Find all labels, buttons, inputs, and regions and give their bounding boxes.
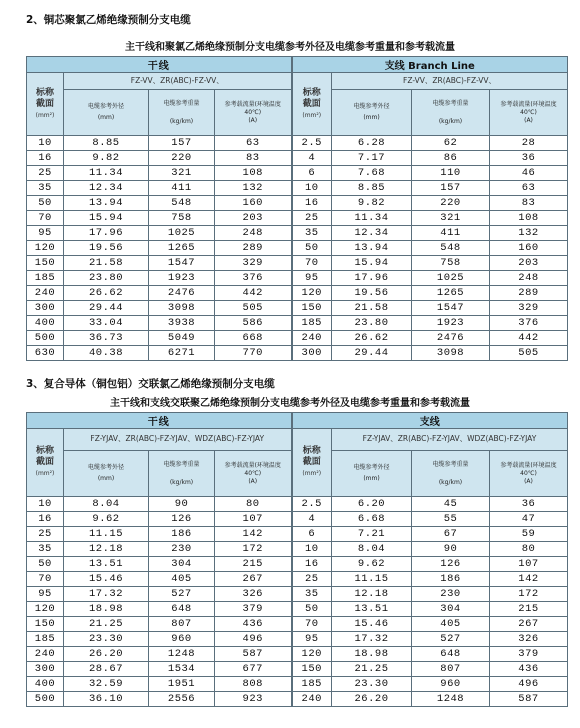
table-cell: 6.28 (332, 136, 412, 151)
table-cell: 203 (490, 256, 568, 271)
table-row (27, 331, 568, 346)
trunk-models: FZ-YJAV、ZR(ABC)-FZ-YJAV、WDZ(ABC)-FZ-YJAY (64, 429, 292, 451)
table-cell: 35 (27, 181, 64, 196)
table-cell: 150 (27, 617, 64, 632)
table-cell: 1248 (412, 692, 490, 707)
table-cell: 13.94 (332, 241, 412, 256)
table-cell: 33.04 (64, 316, 149, 331)
table-row (27, 632, 568, 647)
table-cell: 248 (490, 271, 568, 286)
table-cell: 26.20 (64, 647, 149, 662)
table-cell: 8.85 (64, 136, 149, 151)
table-cell: 21.58 (64, 256, 149, 271)
table-cell: 1265 (149, 241, 215, 256)
table-cell: 70 (27, 572, 64, 587)
table-cell: 107 (490, 557, 568, 572)
table-cell: 19.56 (332, 286, 412, 301)
table-cell: 807 (412, 662, 490, 677)
table-cell: 11.34 (332, 211, 412, 226)
table-cell: 90 (412, 542, 490, 557)
table-row (27, 587, 568, 602)
table-row (27, 602, 568, 617)
table-cell: 13.51 (64, 557, 149, 572)
table-cell: 12.18 (332, 587, 412, 602)
table-cell: 758 (149, 211, 215, 226)
table-cell: 95 (292, 271, 332, 286)
table-cell: 586 (215, 316, 292, 331)
table-cell: 21.58 (332, 301, 412, 316)
table-cell: 6.20 (332, 497, 412, 512)
table-cell: 47 (490, 512, 568, 527)
table-cell: 220 (412, 196, 490, 211)
table-cell: 10 (292, 181, 332, 196)
col-weight-header-branch: 电缆参考重量 (kg/km) (412, 451, 490, 497)
table-cell: 587 (215, 647, 292, 662)
table-cell: 2.5 (292, 136, 332, 151)
table-cell: 9.82 (64, 151, 149, 166)
table-row (27, 542, 568, 557)
table-row (27, 241, 568, 256)
table-cell: 23.30 (332, 677, 412, 692)
table-row (27, 271, 568, 286)
table-cell: 17.96 (332, 271, 412, 286)
table-cell: 186 (412, 572, 490, 587)
table-cell: 240 (27, 286, 64, 301)
table-cell: 95 (292, 632, 332, 647)
section-1-title: 2、铜芯聚氯乙烯绝缘预制分支电缆 (26, 14, 191, 26)
table-cell: 23.80 (64, 271, 149, 286)
table-cell: 16 (292, 557, 332, 572)
table-cell: 83 (490, 196, 568, 211)
table-cell: 7.68 (332, 166, 412, 181)
table-row (27, 286, 568, 301)
table-cell: 12.34 (332, 226, 412, 241)
table-row (27, 166, 568, 181)
table-cell: 300 (27, 301, 64, 316)
table-cell: 770 (215, 346, 292, 361)
table-cell: 2476 (412, 331, 490, 346)
table-cell: 26.62 (64, 286, 149, 301)
table-cell: 18.98 (332, 647, 412, 662)
table-cell: 4 (292, 151, 332, 166)
table-cell: 40.38 (64, 346, 149, 361)
table-cell: 1025 (149, 226, 215, 241)
trunk-models: FZ-VV、ZR(ABC)-FZ-VV、 (64, 73, 292, 90)
table-cell: 267 (215, 572, 292, 587)
table-cell: 70 (292, 256, 332, 271)
col-weight-header: 电缆参考重量 (kg/km) (149, 90, 215, 136)
table-row (27, 572, 568, 587)
table-cell: 587 (490, 692, 568, 707)
table-cell: 50 (27, 196, 64, 211)
table-row (27, 677, 568, 692)
col-current-header: 参考载流量(环境温度40℃) (A) (215, 451, 292, 497)
table-cell: 215 (490, 602, 568, 617)
table-cell: 32.59 (64, 677, 149, 692)
table-cell: 240 (292, 331, 332, 346)
table-cell: 186 (149, 527, 215, 542)
table-cell: 6271 (149, 346, 215, 361)
table-cell: 5049 (149, 331, 215, 346)
table-cell: 2556 (149, 692, 215, 707)
table-cell: 1265 (412, 286, 490, 301)
table-cell: 304 (412, 602, 490, 617)
table-cell: 21.25 (332, 662, 412, 677)
col-section-header: 标称截面 (mm²) (27, 73, 64, 136)
col-od-header-branch: 电缆参考外径 (mm) (332, 451, 412, 497)
table-cell: 9.82 (332, 196, 412, 211)
table-cell: 500 (27, 331, 64, 346)
table-cell: 2476 (149, 286, 215, 301)
table-cell: 300 (292, 346, 332, 361)
table-cell: 36.73 (64, 331, 149, 346)
table-cell: 45 (412, 497, 490, 512)
table-cell: 505 (215, 301, 292, 316)
col-weight-header-branch: 电缆参考重量 (kg/km) (412, 90, 490, 136)
table-row (27, 211, 568, 226)
table-cell: 62 (412, 136, 490, 151)
table-cell: 240 (292, 692, 332, 707)
table-cell: 15.46 (332, 617, 412, 632)
table-cell: 496 (490, 677, 568, 692)
table-cell: 10 (27, 497, 64, 512)
table-cell: 1547 (149, 256, 215, 271)
table-cell: 132 (215, 181, 292, 196)
col-section-header-branch: 标称截面 (mm²) (292, 429, 332, 497)
table-cell: 500 (27, 692, 64, 707)
table-row (27, 692, 568, 707)
table-cell: 185 (27, 632, 64, 647)
table-cell: 28 (490, 136, 568, 151)
table-cell: 120 (292, 286, 332, 301)
table-row (27, 301, 568, 316)
table-cell: 960 (412, 677, 490, 692)
table-cell: 157 (412, 181, 490, 196)
table-cell: 36 (490, 151, 568, 166)
table-cell: 95 (27, 587, 64, 602)
table-cell: 3098 (149, 301, 215, 316)
table-row (27, 497, 568, 512)
col-current-header-branch: 参考载流量(环境温度40℃) (A) (490, 451, 568, 497)
table-cell: 59 (490, 527, 568, 542)
table-cell: 150 (292, 662, 332, 677)
table-cell: 46 (490, 166, 568, 181)
table-cell: 10 (27, 136, 64, 151)
table-cell: 1951 (149, 677, 215, 692)
table-cell: 126 (412, 557, 490, 572)
table-cell: 1547 (412, 301, 490, 316)
table-cell: 70 (292, 617, 332, 632)
section-2-title: 3、复合导体（铜包铝）交联氯乙烯绝缘预制分支电缆 (26, 378, 275, 390)
table-cell: 411 (412, 226, 490, 241)
table-cell: 758 (412, 256, 490, 271)
table-cell: 668 (215, 331, 292, 346)
table-cell: 13.94 (64, 196, 149, 211)
table-cell: 436 (490, 662, 568, 677)
table-cell: 379 (215, 602, 292, 617)
table-cell: 8.04 (332, 542, 412, 557)
table-cell: 6.68 (332, 512, 412, 527)
col-od-header: 电缆参考外径 (mm) (64, 451, 149, 497)
table-cell: 300 (27, 662, 64, 677)
table-cell: 321 (412, 211, 490, 226)
table-cell: 4 (292, 512, 332, 527)
table-cell: 26.62 (332, 331, 412, 346)
table-cell: 19.56 (64, 241, 149, 256)
table-row (27, 256, 568, 271)
table-cell: 108 (215, 166, 292, 181)
table-cell: 25 (292, 211, 332, 226)
table-cell: 6 (292, 527, 332, 542)
table-cell: 11.15 (64, 527, 149, 542)
table-cell: 240 (27, 647, 64, 662)
table-cell: 23.80 (332, 316, 412, 331)
table-cell: 36.10 (64, 692, 149, 707)
table-cell: 267 (490, 617, 568, 632)
table-cell: 142 (215, 527, 292, 542)
table-cell: 527 (149, 587, 215, 602)
cable-table-2 (26, 412, 568, 707)
table-cell: 17.32 (64, 587, 149, 602)
table-cell: 496 (215, 632, 292, 647)
table-cell: 120 (27, 241, 64, 256)
table-cell: 411 (149, 181, 215, 196)
table-cell: 80 (215, 497, 292, 512)
col-od-header: 电缆参考外径 (mm) (64, 90, 149, 136)
table-cell: 50 (292, 241, 332, 256)
table-cell: 18.98 (64, 602, 149, 617)
table-cell: 132 (490, 226, 568, 241)
col-section-header: 标称截面 (mm²) (27, 429, 64, 497)
table-cell: 960 (149, 632, 215, 647)
table-row (27, 196, 568, 211)
table-cell: 83 (215, 151, 292, 166)
cable-table-1 (26, 56, 568, 361)
table-cell: 50 (27, 557, 64, 572)
table-cell: 120 (292, 647, 332, 662)
table-cell: 3098 (412, 346, 490, 361)
table-cell: 400 (27, 316, 64, 331)
table-cell: 1923 (412, 316, 490, 331)
table-cell: 28.67 (64, 662, 149, 677)
table-cell: 172 (215, 542, 292, 557)
table-cell: 808 (215, 677, 292, 692)
table-cell: 63 (215, 136, 292, 151)
table-cell: 289 (215, 241, 292, 256)
table-cell: 326 (215, 587, 292, 602)
table-cell: 15.94 (64, 211, 149, 226)
table-cell: 230 (149, 542, 215, 557)
table-row (27, 181, 568, 196)
table-cell: 15.94 (332, 256, 412, 271)
table-cell: 108 (490, 211, 568, 226)
table-cell: 677 (215, 662, 292, 677)
table-cell: 8.04 (64, 497, 149, 512)
table-cell: 23.30 (64, 632, 149, 647)
table-cell: 10 (292, 542, 332, 557)
table-cell: 25 (27, 166, 64, 181)
table-row (27, 647, 568, 662)
table-cell: 67 (412, 527, 490, 542)
table-cell: 289 (490, 286, 568, 301)
col-current-header: 参考载流量(环境温度40℃) (A) (215, 90, 292, 136)
table-cell: 321 (149, 166, 215, 181)
table-cell: 220 (149, 151, 215, 166)
table-cell: 548 (149, 196, 215, 211)
col-weight-header: 电缆参考重量 (kg/km) (149, 451, 215, 497)
table-cell: 326 (490, 632, 568, 647)
table-cell: 1248 (149, 647, 215, 662)
table-row (27, 557, 568, 572)
table-row (27, 316, 568, 331)
col-od-header-branch: 电缆参考外径 (mm) (332, 90, 412, 136)
table-cell: 36 (490, 497, 568, 512)
table-cell: 329 (215, 256, 292, 271)
table-cell: 29.44 (64, 301, 149, 316)
table-cell: 16 (27, 512, 64, 527)
table-cell: 12.18 (64, 542, 149, 557)
table-cell: 25 (27, 527, 64, 542)
table-cell: 9.62 (64, 512, 149, 527)
table-cell: 107 (215, 512, 292, 527)
table-row (27, 512, 568, 527)
table-cell: 505 (490, 346, 568, 361)
table-cell: 15.46 (64, 572, 149, 587)
table-row (27, 527, 568, 542)
table-cell: 185 (27, 271, 64, 286)
table-cell: 150 (27, 256, 64, 271)
table-cell: 157 (149, 136, 215, 151)
col-section-header-branch: 标称截面 (mm²) (292, 73, 332, 136)
table-cell: 95 (27, 226, 64, 241)
table-cell: 150 (292, 301, 332, 316)
table-cell: 7.17 (332, 151, 412, 166)
table-cell: 648 (149, 602, 215, 617)
table-cell: 126 (149, 512, 215, 527)
table-cell: 16 (27, 151, 64, 166)
table-cell: 436 (215, 617, 292, 632)
table-cell: 11.34 (64, 166, 149, 181)
table-cell: 548 (412, 241, 490, 256)
table-cell: 376 (215, 271, 292, 286)
table-cell: 70 (27, 211, 64, 226)
table-cell: 26.20 (332, 692, 412, 707)
table-cell: 405 (412, 617, 490, 632)
section-2-subtitle: 主干线和支线交联聚乙烯绝缘预制分支电缆参考外径及电缆参考重量和参考载流量 (110, 398, 470, 409)
table-cell: 50 (292, 602, 332, 617)
table-row (27, 346, 568, 361)
table-cell: 3938 (149, 316, 215, 331)
trunk-header: 干线 (27, 57, 292, 73)
table-cell: 172 (490, 587, 568, 602)
table-row (27, 226, 568, 241)
table-cell: 160 (215, 196, 292, 211)
table-cell: 25 (292, 572, 332, 587)
table-cell: 1534 (149, 662, 215, 677)
table-cell: 630 (27, 346, 64, 361)
table-cell: 12.34 (64, 181, 149, 196)
table-cell: 160 (490, 241, 568, 256)
table-cell: 21.25 (64, 617, 149, 632)
branch-models: FZ-YJAV、ZR(ABC)-FZ-YJAV、WDZ(ABC)-FZ-YJAY (332, 429, 568, 451)
table-cell: 13.51 (332, 602, 412, 617)
table-cell: 807 (149, 617, 215, 632)
branch-models: FZ-VV、ZR(ABC)-FZ-VV、 (332, 73, 568, 90)
branch-header: 支线 Branch Line (292, 57, 568, 73)
table-cell: 379 (490, 647, 568, 662)
table-cell: 90 (149, 497, 215, 512)
table-cell: 86 (412, 151, 490, 166)
table-cell: 2.5 (292, 497, 332, 512)
table-cell: 527 (412, 632, 490, 647)
table-cell: 7.21 (332, 527, 412, 542)
table-cell: 17.96 (64, 226, 149, 241)
table-cell: 215 (215, 557, 292, 572)
table-cell: 120 (27, 602, 64, 617)
table-cell: 185 (292, 316, 332, 331)
table-row (27, 136, 568, 151)
table-cell: 203 (215, 211, 292, 226)
table-cell: 230 (412, 587, 490, 602)
table-cell: 1923 (149, 271, 215, 286)
table-cell: 376 (490, 316, 568, 331)
table-cell: 9.62 (332, 557, 412, 572)
table-cell: 35 (292, 226, 332, 241)
table-row (27, 662, 568, 677)
table-cell: 442 (490, 331, 568, 346)
branch-header: 支线 (292, 413, 568, 429)
table-cell: 442 (215, 286, 292, 301)
table-cell: 35 (27, 542, 64, 557)
table-cell: 55 (412, 512, 490, 527)
table-cell: 29.44 (332, 346, 412, 361)
table-cell: 648 (412, 647, 490, 662)
table-cell: 400 (27, 677, 64, 692)
table-row (27, 617, 568, 632)
table-cell: 304 (149, 557, 215, 572)
table-cell: 923 (215, 692, 292, 707)
table-cell: 1025 (412, 271, 490, 286)
table-cell: 110 (412, 166, 490, 181)
table-cell: 8.85 (332, 181, 412, 196)
table-cell: 142 (490, 572, 568, 587)
table-cell: 6 (292, 166, 332, 181)
table-cell: 11.15 (332, 572, 412, 587)
table-cell: 248 (215, 226, 292, 241)
table-cell: 17.32 (332, 632, 412, 647)
trunk-header: 干线 (27, 413, 292, 429)
section-1-subtitle: 主干线和聚氯乙烯绝缘预制分支电缆参考外径及电缆参考重量和参考载流量 (125, 42, 455, 53)
col-current-header-branch: 参考载流量(环境温度40℃) (A) (490, 90, 568, 136)
table-cell: 63 (490, 181, 568, 196)
table-cell: 35 (292, 587, 332, 602)
table-cell: 16 (292, 196, 332, 211)
table-cell: 80 (490, 542, 568, 557)
table-row (27, 151, 568, 166)
table-cell: 329 (490, 301, 568, 316)
table-cell: 405 (149, 572, 215, 587)
table-cell: 185 (292, 677, 332, 692)
